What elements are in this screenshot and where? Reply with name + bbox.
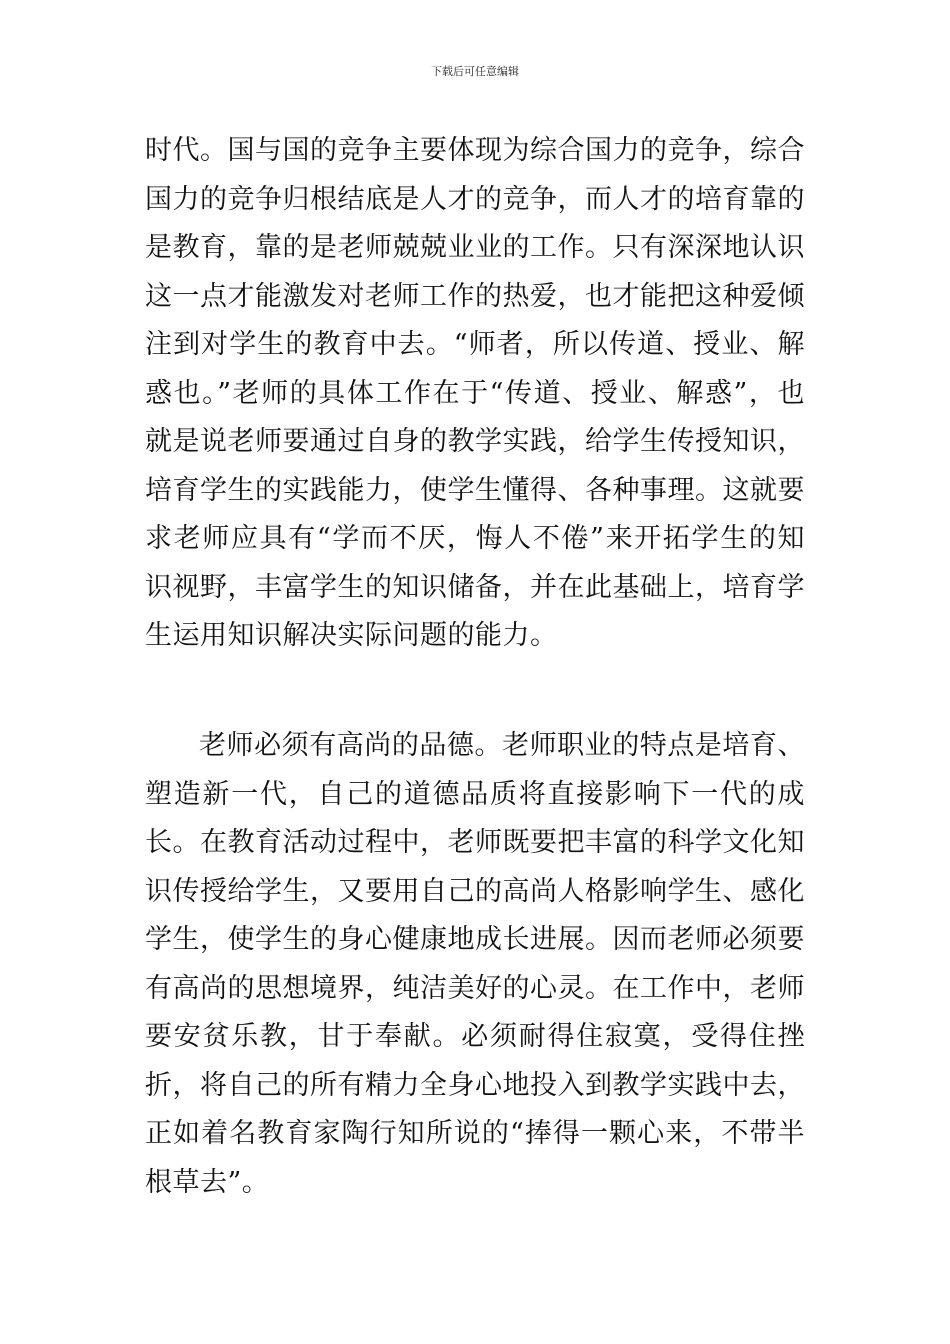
body-paragraph-1: 时代。国与国的竞争主要体现为综合国力的竞争，综合国力的竞争归根结底是人才的竞争，而人才的培育靠的是教育，靠的是老师兢兢业业的工作。只有深深地认识这一点才能激发对老师工作的热爱，也才能把这种爱倾注到对学生的教育中去。“师者，所以传道、授业、解惑也。”老师的具体工作在于“传道、授业、解惑”，也就是说老师要通过自身的教学实践，给学生传授知识，培育学生的实践能力，使学生懂得、各种事理。这就要求老师应具有“学而不厌，悔人不倦”来开拓学生的知识视野，丰富学生的知识储备，并在此基础上，培育学生运用知识解决实际问题的能力。	[145, 135, 805, 651]
page-header-note: 下载后可任意编辑	[431, 65, 519, 78]
body-paragraph-2: 老师必须有高尚的品德。老师职业的特点是培育、塑造新一代，自己的道德品质将直接影响下一代的成长。在教育活动过程中，老师既要把丰富的科学文化知识传授给学生，又要用自己的高尚人格影响学生、感化学生，使学生的身心健康地成长进展。因而老师必须要有高尚的思想境界，纯洁美好的心灵。在工作中，老师要安贫乐教，甘于奉献。必须耐得住寂寞，受得住挫折，将自己的所有精力全身心地投入到教学实践中去，正如着名教育家陶行知所说的“捧得一颗心来，不带半根草去”。	[145, 730, 805, 1198]
